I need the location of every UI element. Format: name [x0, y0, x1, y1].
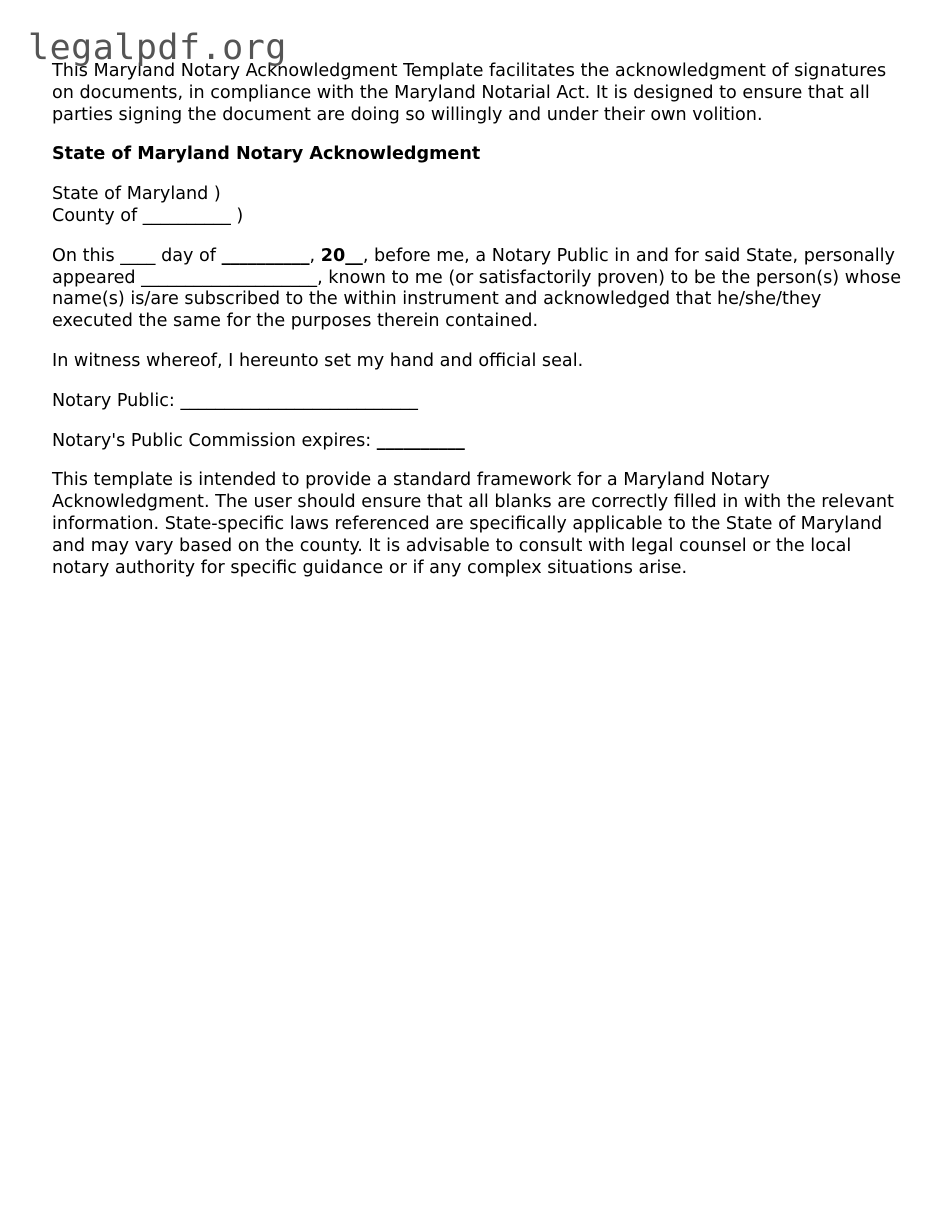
intro-paragraph: This Maryland Notary Acknowledgment Template facilitates the acknowledgment of signatures on documents, in compliance with the Maryland Notarial Act. It is designed to ensure that all parties signing the document are doing so willingly and under their own volition. [52, 61, 887, 125]
state-line: State of Maryland ) [52, 184, 221, 205]
notary-signature-blank: ___________________________ [180, 390, 418, 411]
year-field: 20__ [320, 245, 363, 266]
ack-text-1: On this ____ day of [52, 245, 222, 266]
county-line: County of __________ ) [52, 205, 244, 226]
notary-public-label: Notary Public: [52, 390, 181, 411]
notary-public-line [52, 391, 902, 413]
disclaimer-paragraph: This template is intended to provide a standard framework for a Maryland Notary Acknowledgment. The user should ensure that all blanks are correctly filled in with the relevant information. State-specific laws referenced are specifically applicable to the State of Maryland and may vary based on the county. It is advisable to consult with legal counsel or the local notary authority for specific guidance or if any complex situations arise. [52, 470, 894, 578]
ack-comma: , [309, 245, 321, 266]
ack-text-2: , before me, a Notary Public in and for said State, personally appeared ____________________, known to me (or satisfactorily proven) to be the person(s) whose name(s) is/are subscribed to the within instrument and acknowledged that he/she/they executed the same for the purposes therein contained. [52, 245, 902, 332]
witness-line: In witness whereof, I hereunto set my hand and official seal. [52, 350, 584, 371]
commission-expiry-blank: __________ [376, 430, 465, 451]
document-page [52, 61, 902, 597]
commission-label: Notary's Public Commission expires: [52, 430, 377, 451]
month-blank: __________ [221, 245, 310, 266]
document-heading: State of Maryland Notary Acknowledgment [52, 144, 481, 165]
watermark-logo: legalpdf.org [28, 28, 287, 68]
acknowledgment-paragraph [52, 246, 902, 333]
venue-block [52, 184, 902, 228]
commission-line [52, 431, 902, 453]
